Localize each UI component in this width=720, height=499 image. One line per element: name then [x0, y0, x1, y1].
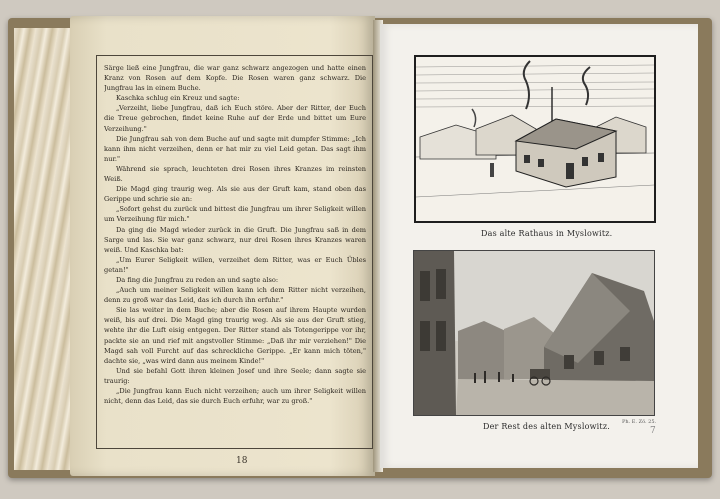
paragraph: Sie las weiter in dem Buche; aber die Rosen auf ihrem Haupte wurden weiß, bis auf drei. Die Magd ging traurig weg. Als sie aus der Gruft stieg, wehte ihr die Luft eisig entgegen. Der Ritter stand als Totengerippe vor ihr, packte sie an und rief mit angstvoller Stimme: „Daß ihr mir verziehen!" Die Magd sah voll Furcht auf das schreckliche Gerippe. „Er kann mich töten," dachte sie, „was wird dann aus meinem Kinde!"	[104, 306, 366, 365]
paragraph: Kaschka schlug ein Kreuz und sagte:	[116, 94, 240, 103]
town-hall-sketch	[416, 57, 654, 221]
town-hall-illustration	[414, 55, 656, 223]
paragraph: „Auch um meiner Seligkeit willen kann ich dem Ritter nicht verzeihen, denn zu groß war das Leid, das ich durch ihn erfuhr."	[104, 286, 366, 305]
paragraph: „Um Eurer Seligkeit willen, verzeihet dem Ritter, was er Euch Übles getan!"	[104, 255, 366, 274]
paragraph: Die Jungfrau sah von dem Buche auf und sagte mit dumpfer Stimme: „Ich kann ihm nicht verzeihen, denn er hat mir zu viel Leid getan. Das sagt ihm nur."	[104, 134, 366, 163]
paragraph: „Die Jungfrau kann Euch nicht verzeihen; auch um ihrer Seligkeit willen nicht, denn das Leid, das sie durch Euch erfuhr, war zu groß."	[104, 387, 366, 406]
page-number: 18	[236, 456, 248, 466]
paragraph: Da ging die Magd wieder zurück in die Gruft. Die Jungfrau saß in dem Sarge und las. Sie war ganz schwarz, nur drei Rosen ihres Kranzes waren weiß. Und Kaschka bat:	[104, 225, 366, 254]
photo-credit: Ph. E. Zö. 25.	[622, 419, 657, 425]
bottom-photo-caption: Der Rest des alten Myslowitz.	[483, 422, 610, 431]
pencil-mark: 7	[650, 426, 656, 436]
paragraph: „Sofort gehst du zurück und bittest die Jungfrau um ihrer Seligkeit willen um Verzeihung für mich."	[104, 205, 366, 224]
marbled-endpaper	[14, 28, 75, 470]
paragraph: Die Magd ging traurig weg. Als sie aus der Gruft kam, stand oben das Gerippe und schrie sie an:	[104, 185, 366, 204]
paragraph: „Verzeiht, liebe Jungfrau, daß ich Euch störe. Aber der Ritter, der Euch die Treue gebrochen, findet keine Ruhe auf der Erde und bittet um Eure Verzeihung."	[104, 104, 366, 133]
paragraph: Während sie sprach, leuchteten drei Rosen ihres Kranzes im reinsten Weiß.	[104, 164, 366, 184]
old-street-photo	[413, 250, 655, 416]
top-photo-caption: Das alte Rathaus in Myslowitz.	[481, 229, 613, 238]
paragraph: Und sie befahl Gott ihren kleinen Josef und ihre Seele; dann sagte sie traurig:	[104, 366, 366, 385]
story-text	[104, 63, 366, 443]
paragraph: Da fing die Jungfrau zu reden an und sagte also:	[116, 275, 279, 284]
paragraph: Särge ließ eine Jungfrau, die war ganz schwarz angezogen und hatte einen Kranz von Rosen auf dem Kopfe. Die Rosen waren ganz schwarz. Die Jungfrau las in einem Buche.	[104, 64, 366, 93]
street-photograph	[414, 251, 654, 415]
